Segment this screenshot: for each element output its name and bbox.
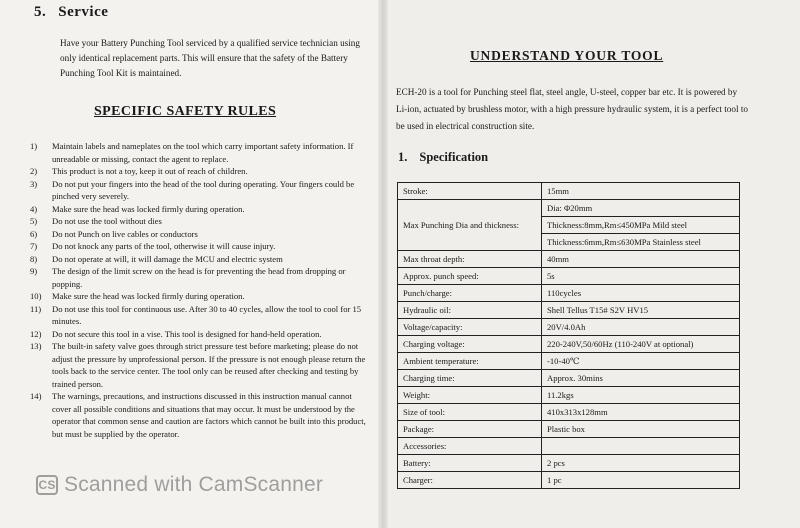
camscanner-watermark: [36, 470, 436, 500]
safety-rule-text: The warnings, precautions, and instructions discussed in this instruction manual cannot cover all possible conditions and situations that may occur. It must be understood by the operator that common sense and caution are factors which cannot be built into this product, but must be supplied by the operator.: [52, 391, 366, 439]
safety-rule-text: Do not secure this tool in a vise. This tool is designed for hand-held operation.: [52, 328, 322, 339]
spec-label: Voltage/capacity:: [398, 319, 542, 336]
spec-label: Ambient temperature:: [398, 353, 542, 370]
spec-label: Charging time:: [398, 370, 542, 387]
spec-row: [398, 472, 740, 489]
safety-rule-text: Do not Punch on live cables or conductors: [52, 228, 198, 239]
spec-label: Punch/charge:: [398, 285, 542, 302]
safety-rule-text: Do not put your fingers into the head of the tool during operating. Your fingers could be pinched very severely.: [52, 178, 355, 201]
specification-title: Specification: [419, 150, 489, 164]
safety-rule: [30, 228, 370, 241]
spec-row: [398, 455, 740, 472]
spec-row: [398, 200, 740, 251]
safety-rule: [30, 240, 370, 253]
spec-value: 220-240V,50/60Hz (110-240V at optional): [542, 336, 740, 353]
safety-rules-title: SPECIFIC SAFETY RULES: [94, 104, 277, 119]
safety-rule-number: 8): [30, 253, 38, 264]
spec-value: Dia: Φ20mm: [542, 200, 739, 217]
spec-row: [398, 370, 740, 387]
safety-rule: [30, 203, 370, 216]
safety-rule-text: Do not knock any parts of the tool, otherwise it will cause injury.: [52, 241, 276, 251]
spec-value: -10-40℃: [542, 353, 740, 370]
safety-rule: [30, 165, 370, 178]
spec-value: Shell Tellus T15# S2V HV15: [542, 302, 740, 319]
safety-rule-number: 10): [30, 291, 42, 301]
safety-rule: [30, 290, 370, 303]
spec-label: Charging voltage:: [398, 336, 542, 353]
spec-row: [398, 404, 740, 421]
spec-value: Thickness:8mm,Rm≤450MPa Mild steel: [542, 217, 739, 234]
spec-value: 410x313x128mm: [542, 404, 740, 421]
safety-rule-text: The design of the limit screw on the head is for preventing the head from dropping or popping.: [52, 266, 346, 289]
safety-rule: [30, 140, 370, 165]
safety-rule-number: 12): [30, 328, 42, 339]
spec-row: [398, 251, 740, 268]
spec-value: 5s: [542, 268, 740, 285]
spec-row: [398, 268, 740, 285]
spec-value: 110cycles: [542, 285, 740, 302]
spec-value: 11.2kgs: [542, 387, 740, 404]
safety-rule-text: Make sure the head was locked firmly during operation.: [52, 203, 245, 214]
safety-rule: [30, 178, 370, 203]
safety-rule-text: Make sure the head was locked firmly during operation.: [52, 291, 245, 301]
safety-rule-number: 9): [30, 266, 38, 276]
spec-label: Size of tool:: [398, 404, 542, 421]
spec-label: Max Punching Dia and thickness:: [398, 200, 542, 251]
spec-label: Charger:: [398, 472, 542, 489]
safety-rule-text: Do not operate at will, it will damage the MCU and electric system: [52, 253, 283, 264]
spec-row: [398, 302, 740, 319]
safety-rule-number: 11): [30, 303, 42, 314]
spec-value: 2 pcs: [542, 455, 740, 472]
service-section-number: 5.: [34, 4, 47, 20]
spec-value: 40mm: [542, 251, 740, 268]
safety-rule-number: 6): [30, 228, 38, 239]
safety-rule-number: 1): [30, 141, 38, 151]
spec-label: Approx. punch speed:: [398, 268, 542, 285]
safety-rule: [30, 340, 370, 390]
safety-rule-number: 4): [30, 203, 38, 214]
safety-rule: [30, 328, 370, 341]
spec-value: Thickness:6mm,Rm≤630MPa Stainless steel: [547, 237, 701, 247]
safety-rule-text: This product is not a toy, keep it out of reach of children.: [52, 166, 248, 176]
safety-rule: [30, 390, 370, 440]
spec-row: [398, 387, 740, 404]
safety-rule-text: Maintain labels and nameplates on the tool which carry important safety information. If unreadable or missing, contact the agent to replace.: [52, 141, 354, 164]
spec-label: Hydraulic oil:: [398, 302, 542, 319]
spec-value: 1 pc: [542, 472, 740, 489]
safety-rules-list: [30, 140, 370, 440]
safety-rule-text: Do not use the tool without dies: [52, 216, 162, 226]
spec-row: [398, 285, 740, 302]
specification-table: [397, 182, 740, 489]
spec-row: [398, 421, 740, 438]
spec-row: [398, 438, 740, 455]
service-heading: [34, 4, 108, 21]
safety-rule: [30, 215, 370, 228]
safety-rule: [30, 253, 370, 266]
tool-intro-paragraph: ECH-20 is a tool for Punching steel flat, steel angle, U-steel, copper bar etc. It is powered by Li-ion, actuated by brushless motor, with a high pressure hydraulic system, it is a perfect tool to be used in electrical construction site.: [396, 87, 748, 131]
spec-value-group: [542, 200, 740, 251]
spec-value: Plastic box: [542, 421, 740, 438]
specification-number: 1.: [398, 150, 408, 164]
safety-rule-text: Do not use this tool for continuous use. After 30 to 40 cycles, allow the tool to cool for 15 minutes.: [52, 303, 362, 326]
spec-row: [398, 319, 740, 336]
spec-row: [398, 353, 740, 370]
spec-row: [398, 183, 740, 200]
service-paragraph: Have your Battery Punching Tool serviced by a qualified service technician using only identical replacement parts. This will ensure that the safety of the Battery Punching Tool Kit is maintained.: [60, 38, 360, 78]
page-fold: [378, 0, 388, 528]
camscanner-logo-icon: CS: [36, 475, 58, 495]
spec-label: Stroke:: [398, 183, 542, 200]
specification-heading: [398, 150, 488, 165]
service-section-title: Service: [58, 4, 109, 20]
safety-rule-number: 2): [30, 166, 38, 176]
safety-rule: [30, 303, 370, 328]
spec-value: 20V/4.0Ah: [542, 319, 740, 336]
understand-tool-title: UNDERSTAND YOUR TOOL: [470, 48, 664, 63]
safety-rule-text: The built-in safety valve goes through strict pressure test before marketing; please do not adjust the pressure by unprofessional person. If the pressure is not enough please return the tools back to the service center. The tool only can be reused after checking and testing by trained person.: [52, 341, 366, 389]
spec-row: [398, 336, 740, 353]
spec-value: [542, 438, 740, 455]
safety-rule-number: 14): [30, 391, 42, 401]
spec-value: 15mm: [542, 183, 740, 200]
safety-rule-number: 7): [30, 241, 38, 251]
spec-label: Weight:: [398, 387, 542, 404]
safety-rule-number: 13): [30, 341, 42, 351]
safety-rule-number: 3): [30, 178, 38, 189]
spec-label: Package:: [398, 421, 542, 438]
safety-rule-number: 5): [30, 216, 38, 226]
spec-label: Battery:: [398, 455, 542, 472]
spec-label: Max throat depth:: [398, 251, 542, 268]
spec-value: Approx. 30mins: [542, 370, 740, 387]
safety-rule: [30, 265, 370, 290]
spec-label: Accessories:: [398, 438, 542, 455]
watermark-text: Scanned with CamScanner: [64, 473, 324, 496]
